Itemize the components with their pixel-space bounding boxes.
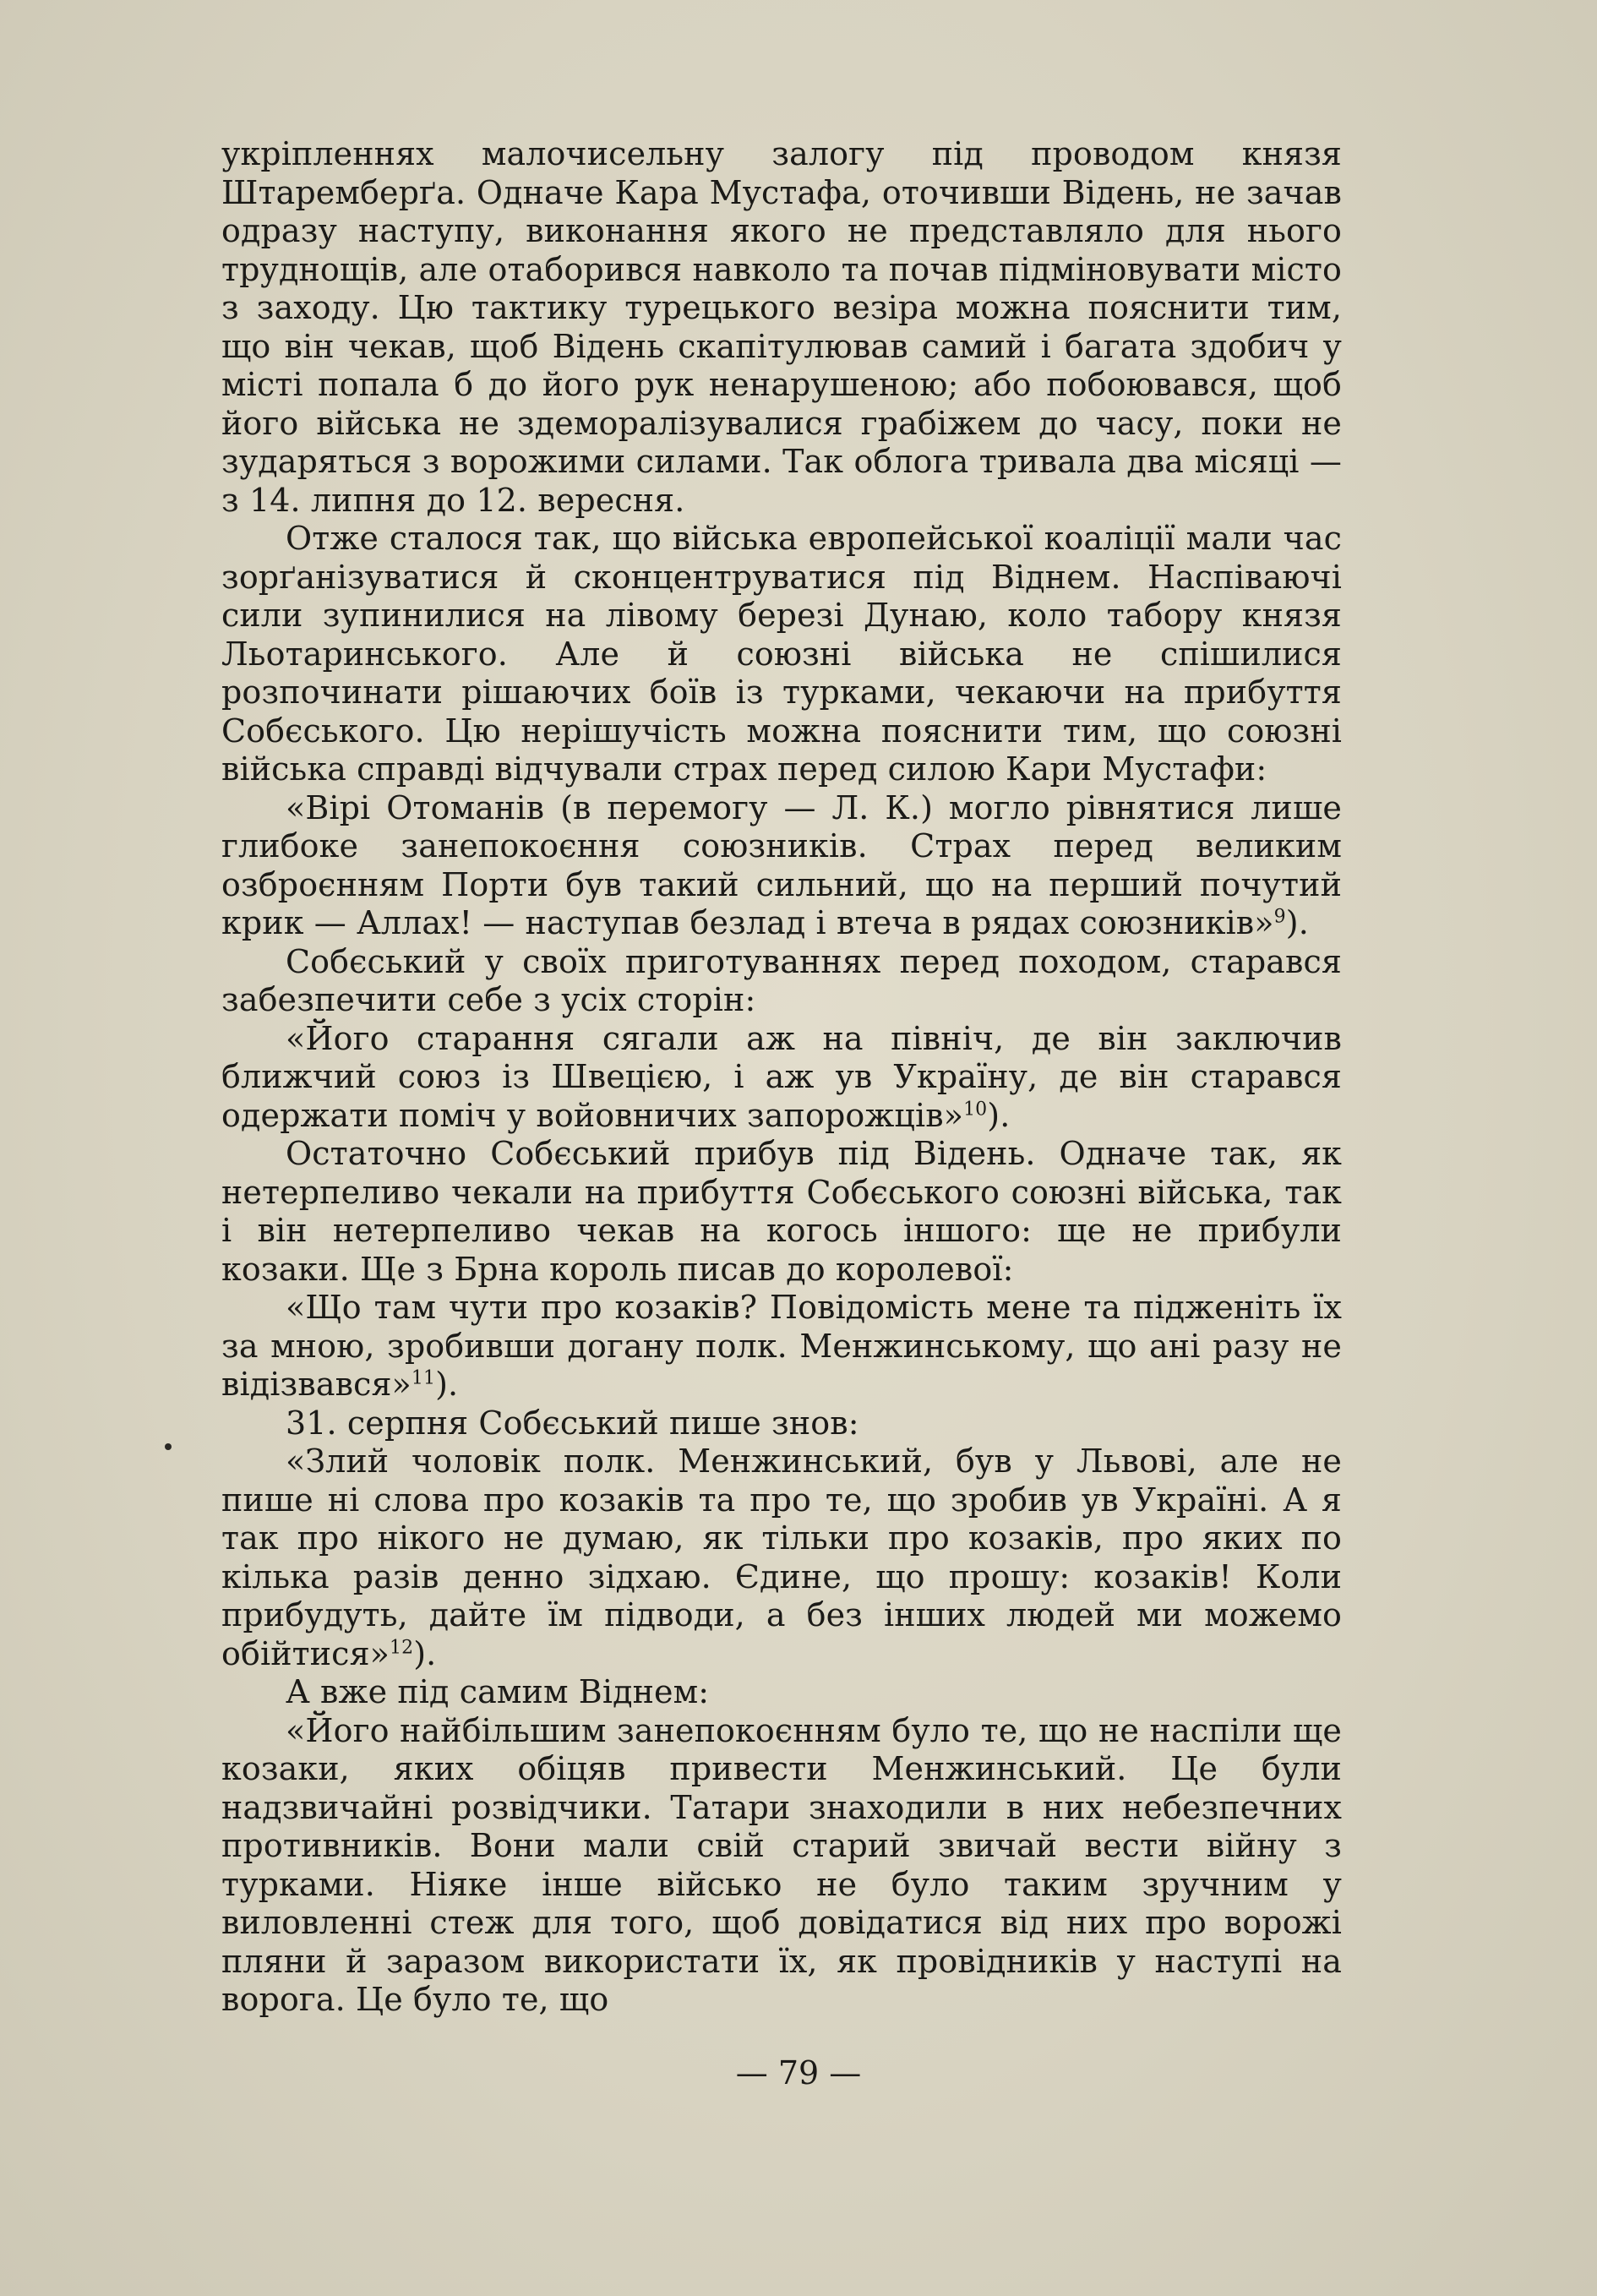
quote-4: [221, 1442, 1342, 1673]
paragraph-2-text: Отже сталося так, що війська европейської коаліції мали час зорґанізуватися й сконцентруватися під Віднем. Наспіваючі сили зупинилися на лівому березі Дунаю, коло табору князя Льотаринського. Але й союзні війська не спішилися розпочинати рішаючих боїв із турками, чекаючи на прибуття Собєського. Цю нерішучість можна пояснити тим, що союзні війська справді відчували страх перед силою Кари Мустафи:: [221, 520, 1342, 788]
quote-5: [221, 1712, 1342, 2020]
quote-1-text: «Вірі Отоманів (в перемогу — Л. К.) могло рівнятися лише глибоке занепокоєння союзників. Страх перед великим озброєнням Порти був такий сильний, що на перший почутий крик — Аллах! — наступав безлад і втеча в рядах союзників»: [221, 788, 1342, 941]
page-number: — 79 —: [735, 2054, 862, 2091]
paragraph-2: [221, 520, 1342, 789]
quote-2-text: «Його старання сягали аж на північ, де він заключив ближчий союз із Швецією, і аж ув Україну, де він старався одержати поміч у войовничих запорожців»: [221, 1019, 1342, 1134]
ink-speck: [165, 1443, 172, 1450]
quote-1-close: ).: [1285, 904, 1309, 941]
paragraph-6-text: А вже під самим Віднем:: [286, 1673, 710, 1710]
paragraph-4: [221, 1135, 1342, 1289]
quote-5-text: «Його найбільшим занепокоєнням було те, що не наспіли ще козаки, яких обіцяв привести Менжинський. Це були надзвичайні розвідчики. Татари знаходили в них небезпечних противників. Вони мали свій старий звичай вести війну з турками. Ніяке інше військо не було таким зручним у виловленні стеж для того, щоб довідатися від них про ворожі пляни й заразом використати їх, як провідників у наступі на ворога. Це було те, що: [221, 1711, 1342, 2018]
quote-2-close: ).: [987, 1096, 1011, 1134]
quote-3-text: «Що там чути про козаків? Повідомість мене та підженіть їх за мною, зробивши догану полк. Менжинському, що ані разу не відізвався»: [221, 1289, 1342, 1403]
paragraph-4-text: Остаточно Собєський прибув під Відень. Одначе так, як нетерпеливо чекали на прибуття Собєського союзні війська, так і він нетерпеливо чекав на когось іншого: ще не прибули козаки. Ще з Брна король писав до королевої:: [221, 1135, 1342, 1288]
footnote-ref-12: 12: [390, 1636, 414, 1658]
paragraph-6: [221, 1673, 1342, 1712]
footnote-ref-11: 11: [411, 1367, 436, 1389]
footnote-ref-10: 10: [963, 1098, 988, 1120]
paragraph-1: [221, 135, 1342, 520]
paragraph-3: [221, 943, 1342, 1020]
body-text: [221, 135, 1342, 2020]
quote-4-text: «Злий чоловік полк. Менжинський, був у Львові, але не пише ні слова про козаків та про те, що зробив ув Україні. А я так про нікого не думаю, як тільки про козаків, про яких по кілька разів денно зідхаю. Єдине, що прошу: козаків! Коли прибудуть, дайте їм підводи, а без інших людей ми можемо обійтися»: [221, 1442, 1342, 1672]
footnote-ref-9: 9: [1273, 906, 1286, 928]
quote-4-close: ).: [413, 1634, 437, 1672]
paragraph-1-text: укріпленнях малочисельну залогу під проводом князя Штаремберґа. Одначе Кара Мустафа, оточивши Відень, не зачав одразу наступу, виконання якого не представляло для нього труднощів, але отаборився навколо та почав підміновувати місто з заходу. Цю тактику турецького везіра можна пояснити тим, що він чекав, щоб Відень скапітулював самий і багата здобич у місті попала б до його рук ненарушеною; або побоювався, щоб його війська не здеморалізувалися грабіжем до часу, поки не зударяться з ворожими силами. Так облога тривала два місяці — з 14. липня до 12. вересня.: [221, 135, 1342, 519]
quote-3: [221, 1289, 1342, 1404]
quote-1: [221, 789, 1342, 943]
paragraph-3-text: Собєський у своїх приготуваннях перед походом, старався забезпечити себе з усіх сторін:: [221, 942, 1342, 1018]
quote-2: [221, 1020, 1342, 1136]
paragraph-5-text: 31. серпня Собєський пише знов:: [286, 1404, 859, 1442]
quote-3-close: ).: [435, 1366, 459, 1403]
paragraph-5: [221, 1404, 1342, 1443]
